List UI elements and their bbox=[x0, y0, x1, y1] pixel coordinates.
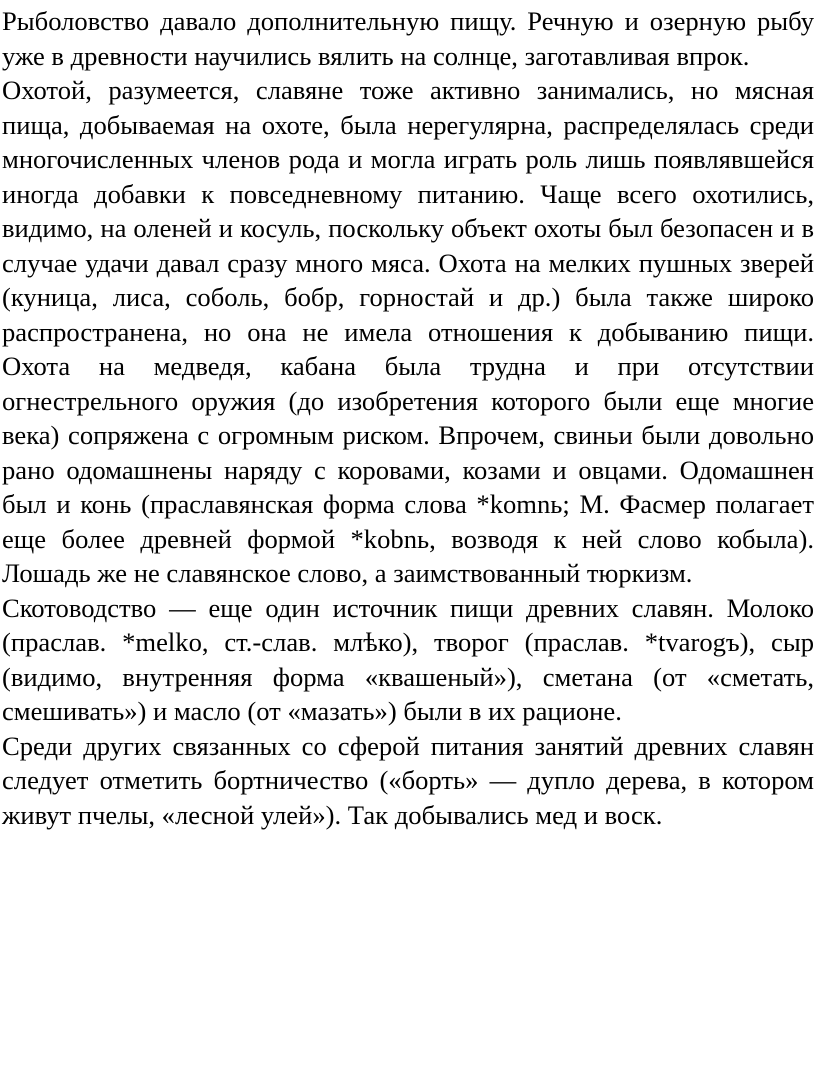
paragraph-hunting: Охотой, разумеется, славяне тоже активно занимались, но мясная пища, добываемая на охоте, была нерегулярна, распределялась среди многочисленных членов рода и могла играть роль лишь появлявшейся иногда добавки к повседневному питанию. Чаще всего охотились, видимо, на оленей и косуль, поскольку объект охоты был безопасен и в случае удачи давал сразу много мяса. Охота на мелких пушных зверей (куница, лиса, соболь, бобр, горностай и др.) была также широко распространена, но она не имела отношения к добыванию пищи. Охота на медведя, кабана была трудна и при отсутствии огнестрельного оружия (до изобретения которого были еще многие века) сопряжена с огромным риском. Впрочем, свиньи были довольно рано одомашнены наряду с коровами, козами и овцами. Одомашнен был и конь (праславянская форма слова *komnь; М. Фасмер полагает еще более древней формой *kobnь, возводя к ней слово кобыла). Лошадь же не славянское слово, а заимствованный тюркизм. bbox=[2, 75, 814, 588]
paragraph-beekeeping: Среди других связанных со сферой питания занятий древних славян следует отметить бортничество («борть» — дупло дерева, в котором живут пчелы, «лесной улей»). Так добывались мед и воск. bbox=[2, 730, 814, 830]
paragraph-livestock: Скотоводство — еще один источник пищи древних славян. Молоко (праслав. *melko, ст.-слав. млѣко), творог (праслав. *tvarogъ), сыр (видимо, внутренняя форма «квашеный»), сметана (от «сметать, смешивать») и масло (от «мазать») были в их рационе. bbox=[2, 592, 814, 726]
document-page bbox=[2, 4, 814, 832]
paragraph-fishing: Рыболовство давало дополнительную пищу. Речную и озерную рыбу уже в древности научились вялить на солнце, заготавливая впрок. bbox=[2, 6, 814, 71]
